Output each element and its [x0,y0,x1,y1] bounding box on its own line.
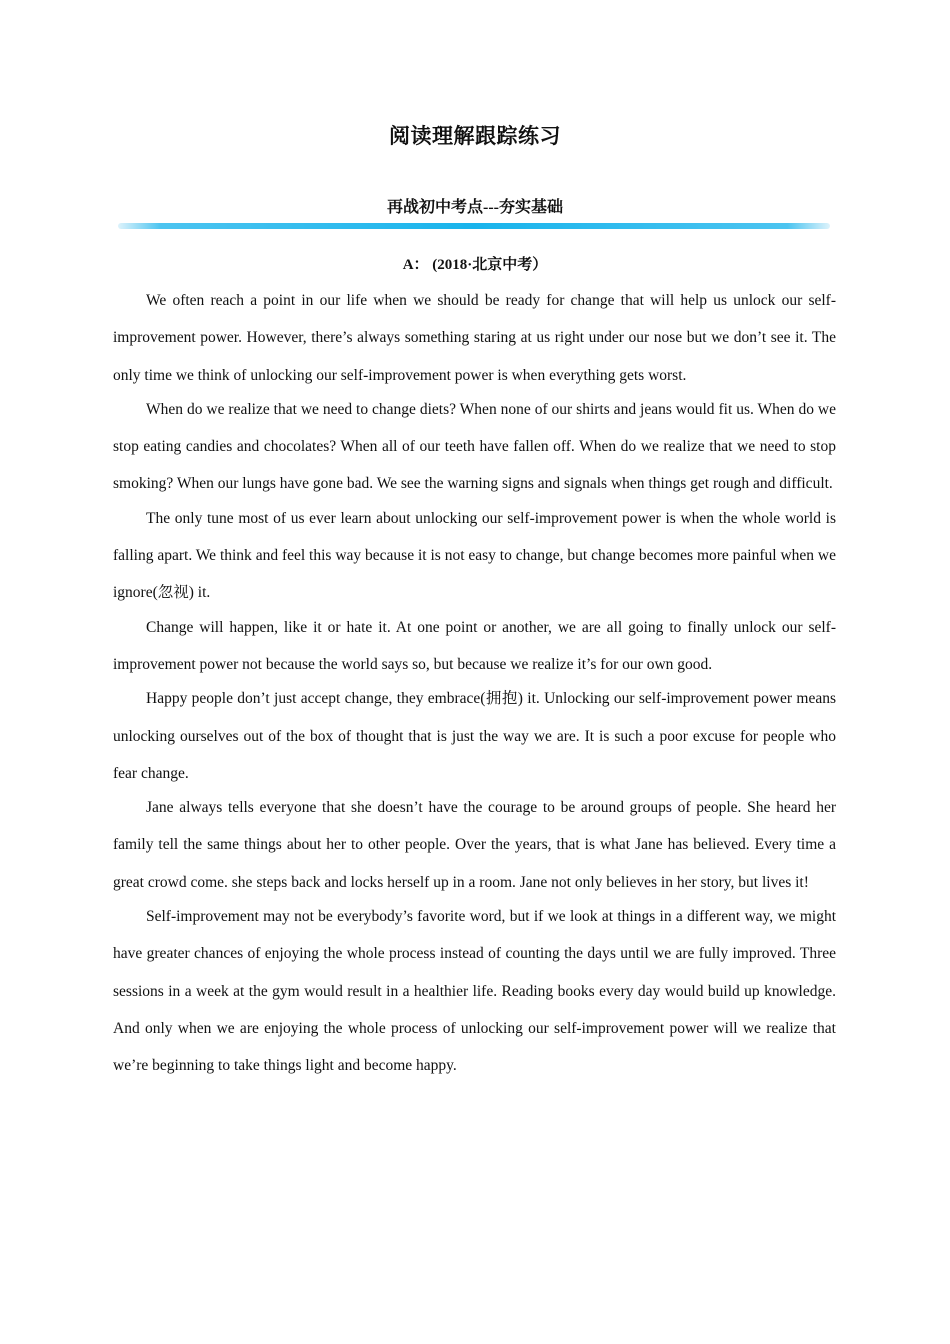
section-divider [118,223,830,229]
paragraph-3: The only tune most of us ever learn about unlocking our self-improvement power is when the whole world is falling apart. We think and feel this way because it is not easy to change, but change becomes more painful when we ignore(忽视) it. [113,509,836,602]
paragraph-2: When do we realize that we need to change diets? When none of our shirts and jeans would fit us. When do we stop eating candies and chocolates? When all of our teeth have fallen off. When do we realize that we need to stop smoking? When our lungs have gone bad. We see the warning signs and signals when things get rough and difficult. [113,400,836,493]
document-title: 阅读理解跟踪练习 [389,124,561,148]
passage-label: A： (2018·北京中考） [402,257,548,273]
paragraph-1: We often reach a point in our life when we should be ready for change that will help us unlock our self-improvement power. However, there’s always something staring at us right under our nose but we don’t see it. The only time we think of unlocking our self-improvement power is when everything gets worst. [113,292,836,384]
section-title: 再战初中考点---夯实基础 [387,199,563,216]
passage-body [113,282,836,1082]
paragraph-5: Happy people don’t just accept change, they embrace(拥抱) it. Unlocking our self-improvement power means unlocking ourselves out of the box of thought that is just the way we are. It is such a poor excuse for people who fear change. [113,690,836,782]
paragraph-6: Jane always tells everyone that she doesn’t have the courage to be around groups of people. She heard her family tell the same things about her to other people. Over the years, that is what Jane has believed. Every time a great crowd come. she steps back and locks herself up in a room. Jane not only believes in her story, but lives it! [113,799,836,891]
paragraph-4: Change will happen, like it or hate it. At one point or another, we are all going to finally unlock our self-improvement power not because the world says so, but because we realize it’s for our own good. [113,618,836,673]
paragraph-7: Self-improvement may not be everybody’s favorite word, but if we look at things in a different way, we might have greater chances of enjoying the whole process instead of counting the days until we are fully improved. Three sessions in a week at the gym would result in a healthier life. Reading books every day would build up knowledge. And only when we are enjoying the whole process of unlocking our self-improvement power will we realize that we’re beginning to take things light and become happy. [113,908,836,1075]
